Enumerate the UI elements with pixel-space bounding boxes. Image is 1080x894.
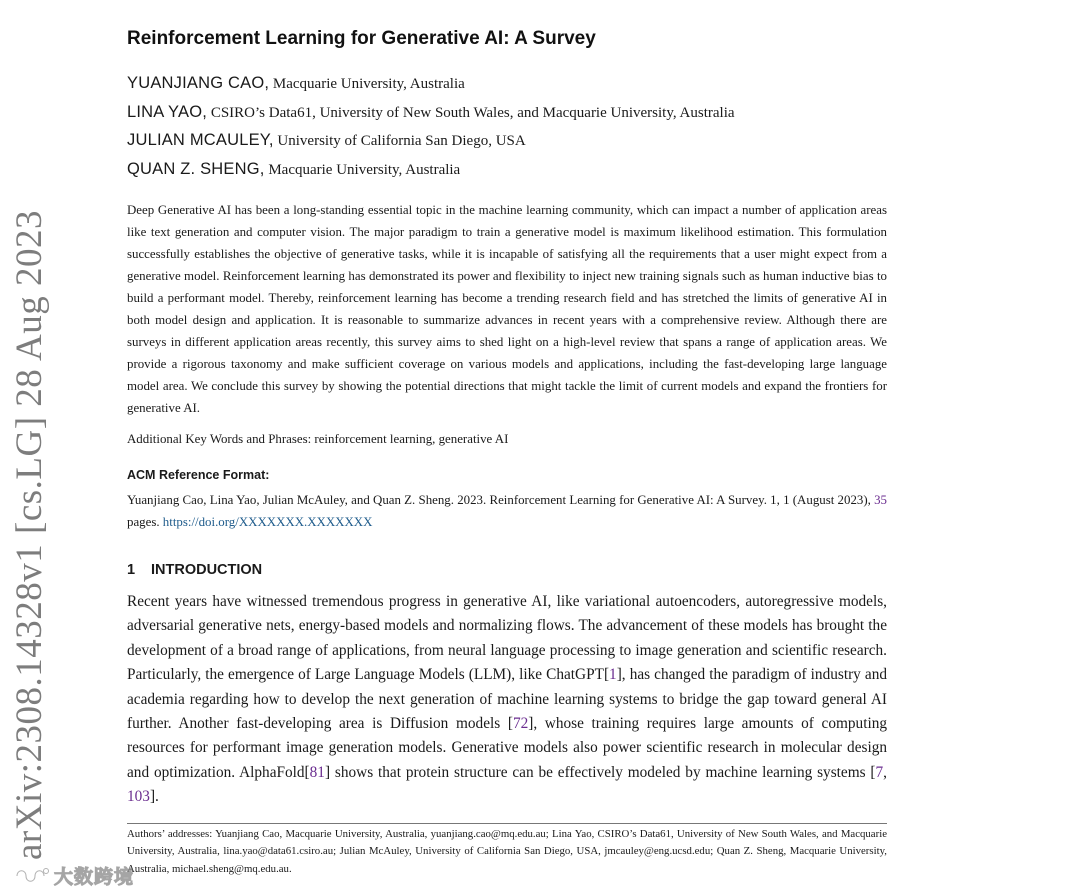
author-affiliation: Macquarie University, Australia xyxy=(272,76,465,92)
author-affiliation: CSIRO’s Data61, University of New South Wales, and Macquarie University, Australia xyxy=(210,104,735,121)
author-affiliation: Macquarie University, Australia xyxy=(268,162,461,179)
citation-link[interactable]: 81 xyxy=(309,763,325,781)
citation-link[interactable]: 103 xyxy=(127,788,150,806)
author-entry xyxy=(127,160,735,189)
citation-link[interactable]: 1 xyxy=(609,666,617,684)
acm-pages-label: pages. xyxy=(127,515,163,529)
acm-reference-text xyxy=(127,489,887,533)
intro-text: ]. xyxy=(149,788,159,806)
intro-text: Recent years have witnessed tremendous progress in generative AI, like variational autoencoders, autoregressive models, adversarial generative nets, energy-based models and normalizing flows. The advancement of these models has brought the development of a broad range of applications, from neural language processing to image generation and scientific research. Particularly, the emergence of Large Language Models (LLM), like ChatGPT[ xyxy=(127,593,887,684)
author-addresses-footnote: Authors’ addresses: Yuanjiang Cao, Macquarie University, Australia, yuanjiang.cao@mq.edu.au; Lina Yao, CSIRO’s Data61, University of New South Wales, and Macquarie University, Australia, lina.yao@data61.csiro.au; Julian McAuley, University of California San Diego, USA, jmcauley@eng.ucsd.edu; Quan Z. Sheng, Macquarie University, Australia, michael.sheng@mq.edu.au. xyxy=(127,828,887,875)
keywords: Additional Key Words and Phrases: reinforcement learning, generative AI xyxy=(127,432,509,446)
intro-text: ], whose training requires large amounts of computing resources for performant image generation models. Generative models also power scientific research in molecular design and optimization. AlphaFold[ xyxy=(127,715,887,781)
page-count-link[interactable]: 35 xyxy=(874,493,887,507)
section-title: INTRODUCTION xyxy=(151,562,263,578)
abstract: Deep Generative AI has been a long-standing essential topic in the machine learning community, which can impact a number of application areas like text generation and computer vision. The major paradigm to train a generative model is maximum likelihood estimation. This formulation successfully establishes the objective of generative tasks, while it is incapable of satisfying all the requirements that a user might expect from a generative model. Reinforcement learning has demonstrated its power and flexibility to inject new training signals such as human inductive bias to build a performant model. Thereby, reinforcement learning has become a trending research field and has stretched the limits of generative AI in both model design and application. It is reasonable to summarize advances in recent years with a comprehensive review. Although there are surveys in different application areas recently, this survey aims to shed light on a high-level review that spans a range of application areas. We provide a rigorous taxonomy and make sufficient coverage on various models and applications, including the fast-developing large language model area. We conclude this survey by showing the potential directions that might tackle the limit of current models and expand the frontiers for generative AI. xyxy=(127,203,887,416)
author-entry xyxy=(127,74,735,103)
section-number: 1 xyxy=(127,562,136,578)
author-entry xyxy=(127,103,735,132)
watermark-text: 大数跨境 xyxy=(54,866,135,888)
watermark xyxy=(14,862,134,889)
citation-link[interactable]: 72 xyxy=(512,715,529,733)
author-entry xyxy=(127,131,735,160)
citation-link[interactable]: 7 xyxy=(875,763,884,781)
intro-text: , xyxy=(883,763,887,781)
watermark-logo-icon xyxy=(14,865,50,887)
footnote-divider xyxy=(127,823,887,824)
paper-title: Reinforcement Learning for Generative AI: A Survey xyxy=(127,28,596,49)
arxiv-identifier-stamp: arXiv:2308.14328v1 [cs.LG] 28 Aug 2023 xyxy=(9,210,50,860)
doi-link[interactable]: https://doi.org/XXXXXXX.XXXXXXX xyxy=(162,515,373,529)
author-affiliation: University of California San Diego, USA xyxy=(277,133,526,150)
acm-citation: Yuanjiang Cao, Lina Yao, Julian McAuley, and Quan Z. Sheng. 2023. Reinforcement Learning for Generative AI: A Survey. 1, 1 (August 2023), xyxy=(127,493,875,507)
section-heading-introduction xyxy=(127,562,262,578)
intro-text: ] shows that protein structure can be effectively modeled by machine learning systems [ xyxy=(324,763,876,781)
acm-reference-heading: ACM Reference Format: xyxy=(127,468,270,482)
intro-text: ], has changed the paradigm of industry and academia regarding how to develop the next generation of machine learning systems to bridge the gap toward general AI further. Another fast-developing area is Diffusion models [ xyxy=(127,666,887,733)
author-name: LINA YAO, xyxy=(127,102,208,121)
introduction-paragraph xyxy=(127,590,887,810)
author-name: JULIAN MCAULEY, xyxy=(127,131,274,150)
author-name: QUAN Z. SHENG, xyxy=(127,160,265,179)
author-name: YUANJIANG CAO, xyxy=(127,74,270,92)
author-list xyxy=(127,74,735,189)
